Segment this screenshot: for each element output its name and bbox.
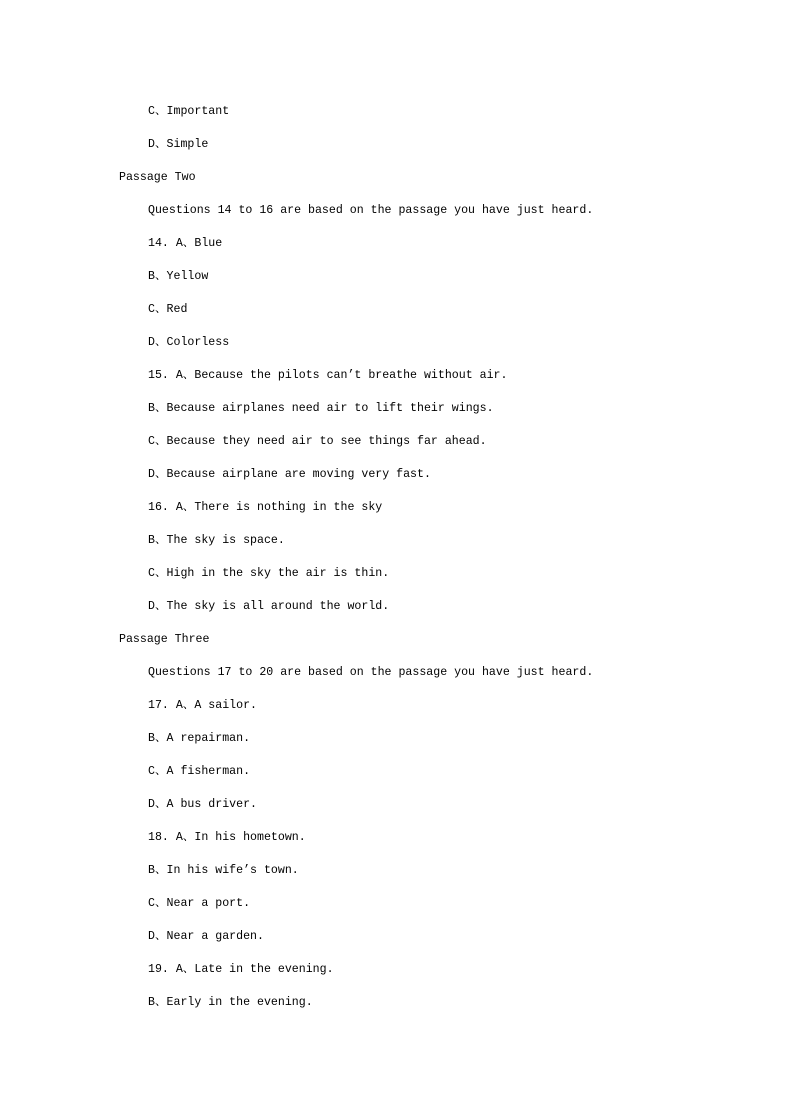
passage-heading: Passage Two (119, 171, 196, 184)
question-line: C、A fisherman. (148, 765, 251, 778)
question-line: D、Because airplane are moving very fast. (148, 468, 431, 481)
question-line: 17. A、A sailor. (148, 699, 257, 712)
question-line: 16. A、There is nothing in the sky (148, 501, 383, 514)
question-line: Questions 14 to 16 are based on the passage you have just heard. (148, 204, 594, 217)
question-line: C、Red (148, 303, 188, 316)
question-line: Questions 17 to 20 are based on the passage you have just heard. (148, 666, 594, 679)
question-line: B、Yellow (148, 270, 209, 283)
question-line: B、In his wife’s town. (148, 864, 299, 877)
question-line: C、High in the sky the air is thin. (148, 567, 390, 580)
question-line: C、Important (148, 105, 230, 118)
question-line: C、Because they need air to see things far ahead. (148, 435, 487, 448)
question-line: 18. A、In his hometown. (148, 831, 306, 844)
question-line: D、The sky is all around the world. (148, 600, 390, 613)
question-line: 14. A、Blue (148, 237, 223, 250)
question-line: D、Simple (148, 138, 209, 151)
question-line: D、Colorless (148, 336, 230, 349)
document-page (0, 95, 790, 1019)
question-line: D、Near a garden. (148, 930, 264, 943)
question-line: D、A bus driver. (148, 798, 257, 811)
question-line: B、The sky is space. (148, 534, 285, 547)
question-line: B、A repairman. (148, 732, 251, 745)
question-line: 15. A、Because the pilots can’t breathe without air. (148, 369, 508, 382)
question-line: B、Because airplanes need air to lift their wings. (148, 402, 494, 415)
question-line: 19. A、Late in the evening. (148, 963, 334, 976)
question-line: B、Early in the evening. (148, 996, 313, 1009)
question-line: C、Near a port. (148, 897, 251, 910)
passage-heading: Passage Three (119, 633, 210, 646)
